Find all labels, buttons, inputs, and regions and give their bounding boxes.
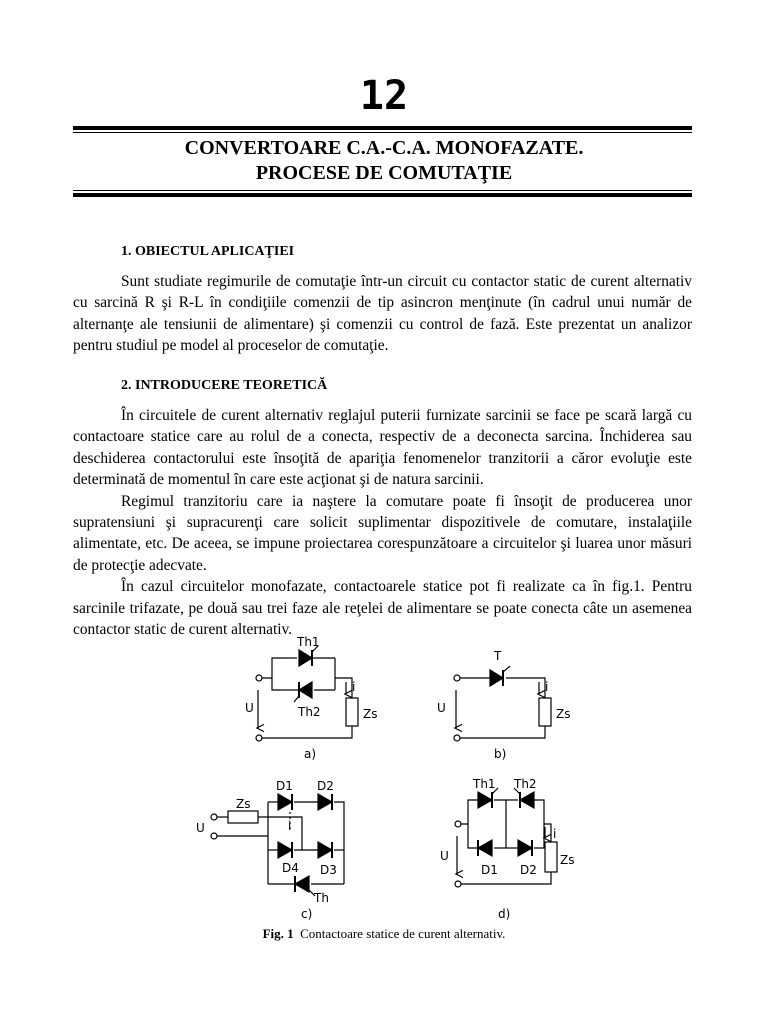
chapter-title-line1: CONVERTOARE C.A.-C.A. MONOFAZATE. xyxy=(184,137,584,159)
paragraph: În circuitele de curent alternativ reglajul puterii furnizate sarcinii se face pe scară largă cu contactoare statice care au rolul de a conecta, respectiv de a deconecta sarcina. Închiderea sau deschiderea contactorului este însoţită de apariţia fenomenelor tranzitorii a căror evoluţie este determinată de momentul în care este acţionat şi de natura sarcinii. xyxy=(73,407,692,489)
title-bottom-rule-thin xyxy=(73,190,692,191)
label-zs: Zs xyxy=(556,707,571,721)
diode-icon xyxy=(478,840,492,856)
theory-text xyxy=(73,405,692,640)
title-top-rule xyxy=(73,126,692,130)
title-bottom-rule xyxy=(73,193,692,197)
load-impedance-icon xyxy=(228,811,258,823)
label-u: U xyxy=(440,849,449,863)
diode-icon xyxy=(318,794,332,810)
label-th: Th xyxy=(314,891,329,905)
diode-icon xyxy=(278,794,292,810)
paragraph: Sunt studiate regimurile de comutaţie într-un circuit cu contactor static de curent alternativ cu sarcină R şi R-L în condiţiile comenzii de tip asincron menţinute (în cadrul unui număr de alternanţe ale tensiunii de alimentare) şi comenzii cu control de fază. Este prezentat un analizor pentru studiul pe model al proceselor de comutaţie. xyxy=(73,273,692,355)
label-zs: Zs xyxy=(363,707,378,721)
label-th2: Th2 xyxy=(514,777,537,791)
thyristor-icon xyxy=(520,792,534,808)
load-impedance-icon xyxy=(545,842,557,872)
thyristor-icon xyxy=(299,682,312,698)
label-a: a) xyxy=(304,747,317,761)
label-u: U xyxy=(437,701,446,715)
label-u: U xyxy=(196,821,205,835)
label-t: T xyxy=(494,649,502,663)
diode-icon xyxy=(278,842,292,858)
label-th1: Th1 xyxy=(297,635,320,649)
label-d1: D1 xyxy=(481,863,498,877)
label-d2: D2 xyxy=(520,863,537,877)
objective-text xyxy=(73,271,692,357)
label-i: i xyxy=(352,680,356,694)
circuit-b xyxy=(437,649,570,761)
diode-icon xyxy=(318,842,332,858)
section-heading-objective: 1. OBIECTUL APLICAŢIEI xyxy=(121,244,295,259)
caption-text: Contactoare statice de curent alternativ. xyxy=(300,926,506,941)
label-d2: D2 xyxy=(317,779,334,793)
label-zs: Zs xyxy=(560,853,575,867)
label-th2: Th2 xyxy=(298,705,321,719)
label-i: i xyxy=(553,827,557,841)
chapter-number: 12 xyxy=(359,73,409,119)
circuit-c xyxy=(196,779,344,921)
circuit-a xyxy=(245,635,377,761)
section-heading-theory: 2. INTRODUCERE TEORETICĂ xyxy=(121,378,328,393)
label-th1: Th1 xyxy=(473,777,496,791)
label-d3: D3 xyxy=(320,863,337,877)
label-c: c) xyxy=(301,907,313,921)
chapter-title-line2: PROCESE DE COMUTAŢIE xyxy=(255,162,513,184)
label-zs: Zs xyxy=(236,797,251,811)
thyristor-icon xyxy=(478,792,492,808)
label-d4: D4 xyxy=(282,861,299,875)
label-i: i xyxy=(545,680,549,694)
label-d: d) xyxy=(498,907,511,921)
load-impedance-icon xyxy=(346,698,358,726)
thyristor-icon xyxy=(295,876,309,892)
paragraph: Regimul tranzitoriu care ia naştere la comutare poate fi însoţit de producerea unor supratensiuni şi supracurenţi care solicit suplimentar dispozitivele de comutare, instalaţiile alimentate, etc. De aceea, se impune proiectarea corespunzătoare a circuitelor şi luarea unor măsuri de protecţie adecvate. xyxy=(73,492,692,574)
thyristor-icon xyxy=(299,650,312,666)
label-i: i xyxy=(288,819,292,833)
diode-icon xyxy=(518,840,532,856)
triac-icon xyxy=(490,670,503,686)
caption-label: Fig. 1 xyxy=(262,926,294,941)
label-u: U xyxy=(245,701,254,715)
label-b: b) xyxy=(494,747,507,761)
label-d1: D1 xyxy=(276,779,293,793)
title-top-rule-thin xyxy=(73,132,692,133)
circuit-d xyxy=(440,777,574,921)
paragraph: În cazul circuitelor monofazate, contactoarele statice pot fi realizate ca în fig.1. Pentru sarcinile trifazate, pe două sau trei faze ale reţelei de alimentare se poate conecta câte un asemenea contactor static de curent alternativ. xyxy=(73,578,692,639)
figure-caption xyxy=(0,926,768,942)
load-impedance-icon xyxy=(539,698,551,726)
